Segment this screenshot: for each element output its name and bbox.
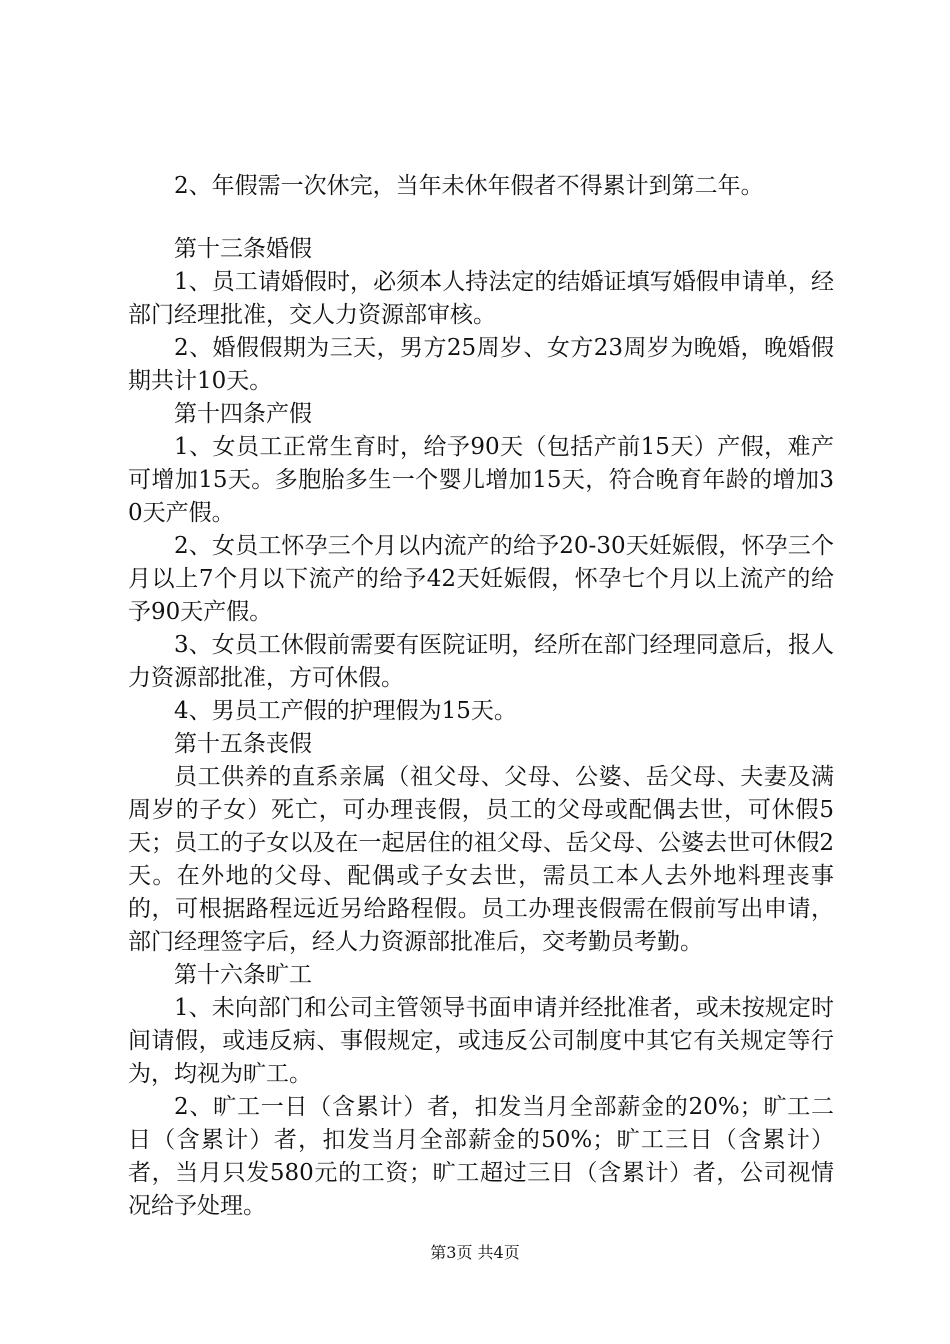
document-body xyxy=(128,170,834,1223)
paragraph-maternity-4: 4、男员工产假的护理假为15天。 xyxy=(174,698,517,724)
paragraph-maternity-3: 3、女员工休假前需要有医院证明，经所在部门经理同意后，报人力资源部批准，方可休假。 xyxy=(128,632,834,691)
paragraph-absenteeism-1: 1、未向部门和公司主管领导书面申请并经批准者，或未按规定时间请假，或违反病、事假规定，或违反公司制度中其它有关规定等行为，均视为旷工。 xyxy=(128,995,834,1087)
heading-article-13: 第十三条婚假 xyxy=(174,236,312,262)
paragraph-marriage-2: 2、婚假假期为三天，男方25周岁、女方23周岁为晚婚，晚婚假期共计10天。 xyxy=(128,335,834,394)
paragraph-annual-leave-2: 2、年假需一次休完，当年未休年假者不得累计到第二年。 xyxy=(174,173,764,199)
paragraph-gap xyxy=(128,203,834,233)
paragraph-marriage-1: 1、员工请婚假时，必须本人持法定的结婚证填写婚假申请单，经部门经理批准，交人力资源部审核。 xyxy=(128,269,834,328)
heading-article-14: 第十四条产假 xyxy=(174,401,312,427)
paragraph-bereavement: 员工供养的直系亲属（祖父母、父母、公婆、岳父母、夫妻及满周岁的子女）死亡，可办理丧假，员工的父母或配偶去世，可休假5天；员工的子女以及在一起居住的祖父母、岳父母、公婆去世可休假2天。在外地的父母、配偶或子女去世，需员工本人去外地料理丧事的，可根据路程远近另给路程假。员工办理丧假需在假前写出申请，部门经理签字后，经人力资源部批准后，交考勤员考勤。 xyxy=(128,764,834,955)
paragraph-maternity-2: 2、女员工怀孕三个月以内流产的给予20-30天妊娠假，怀孕三个月以上7个月以下流产的给予42天妊娠假，怀孕七个月以上流产的给予90天产假。 xyxy=(128,533,834,625)
heading-article-15: 第十五条丧假 xyxy=(174,731,312,757)
page-footer: 第3页 共4页 xyxy=(430,1243,520,1262)
paragraph-maternity-1: 1、女员工正常生育时，给予90天（包括产前15天）产假，难产可增加15天。多胞胎多生一个婴儿增加15天，符合晚育年龄的增加30天产假。 xyxy=(128,434,834,526)
heading-article-16: 第十六条旷工 xyxy=(174,962,312,988)
paragraph-absenteeism-2: 2、旷工一日（含累计）者，扣发当月全部薪金的20%；旷工二日（含累计）者，扣发当月全部薪金的50%；旷工三日（含累计）者，当月只发580元的工资；旷工超过三日（含累计）者，公司视情况给予处理。 xyxy=(128,1094,834,1219)
